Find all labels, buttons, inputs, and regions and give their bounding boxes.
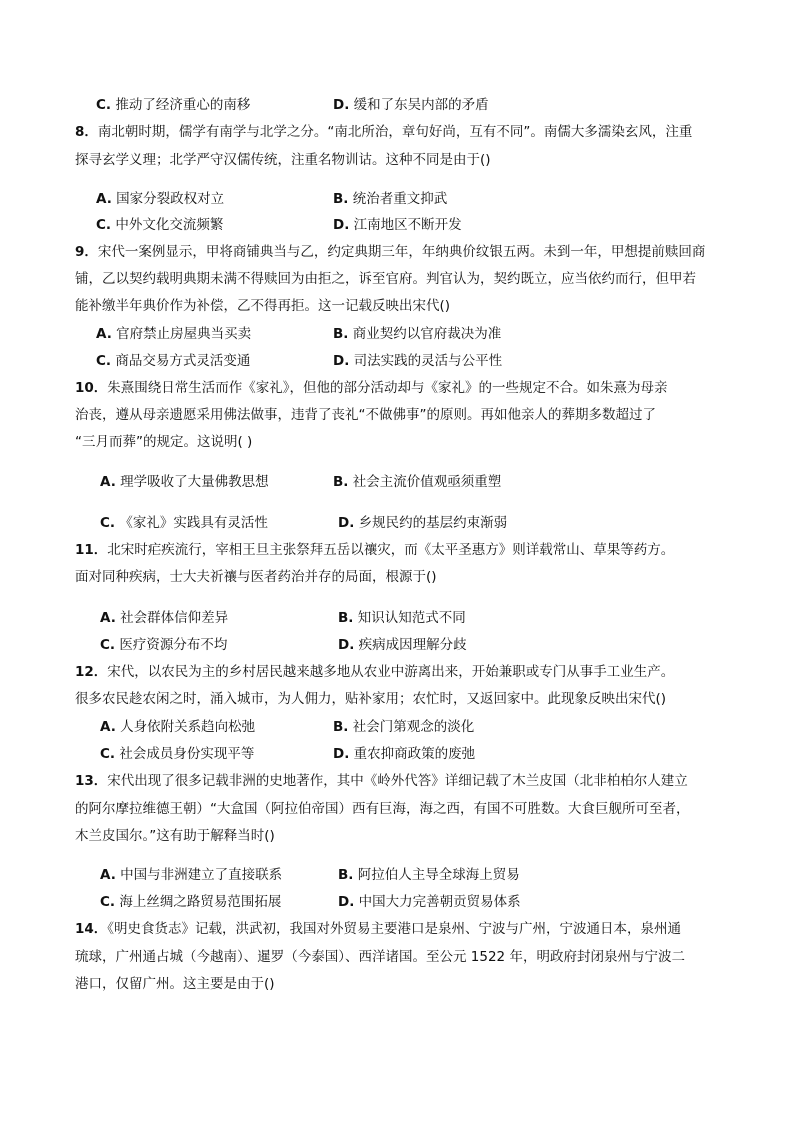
option-letter: D. [338, 637, 355, 653]
option-text: 医疗资源分布不均 [119, 637, 228, 653]
option-text: 推动了经济重心的南移 [115, 97, 251, 113]
question-stem-line [75, 799, 723, 819]
option-c [96, 351, 250, 371]
stem-text: “三月而葬”的规定。这说明( ) [75, 434, 253, 450]
stem-text: 宋代一案例显示，甲将商铺典当与乙，约定典期三年，年纳典价纹银五两。未到一年，甲想提前赎回商 [97, 244, 706, 260]
question-stem-line [75, 242, 723, 262]
option-letter: D. [338, 515, 355, 531]
question-stem-line [75, 296, 723, 316]
option-letter: B. [338, 610, 354, 626]
stem-text: 港口，仅留广州。这主要是由于() [75, 976, 275, 992]
option-letter: C. [100, 746, 116, 762]
question-number: 12． [75, 664, 108, 680]
question-number: 9． [75, 244, 98, 260]
option-text: 重农抑商政策的废弛 [353, 746, 476, 762]
option-text: 缓和了东吴内部的矛盾 [353, 97, 489, 113]
option-c [100, 744, 254, 764]
option-letter: A. [100, 610, 116, 626]
option-letter: C. [100, 894, 116, 910]
stem-text: 木兰皮国尔。”这有助于解释当时() [75, 828, 275, 844]
option-a [100, 472, 269, 492]
option-d [333, 351, 502, 371]
question-number: 14． [75, 921, 108, 937]
stem-text: 面对同种疾病，士大夫祈禳与医者药治并存的局面，根源于() [75, 569, 437, 585]
option-text: 司法实践的灵活与公平性 [353, 353, 503, 369]
question-stem-line [75, 947, 723, 967]
option-c [96, 95, 250, 115]
stem-text: 朱熹围绕日常生活而作《家礼》，但他的部分活动却与《家礼》的一些规定不合。如朱熹为母亲 [107, 380, 668, 396]
option-a [100, 608, 228, 628]
question-stem-line [75, 122, 723, 142]
option-letter: D. [333, 353, 350, 369]
stem-text: 琉球，广州通占城（今越南）、暹罗（今泰国）、西洋诸国。至公元 1522 年，明政府封闭泉州与宁波二 [75, 949, 685, 965]
option-text: 中外文化交流频繁 [115, 217, 224, 233]
stem-text: 探寻玄学义理；北学严守汉儒传统，注重名物训诂。这种不同是由于() [75, 152, 491, 168]
option-c [96, 215, 223, 235]
option-text: 阿拉伯人主导全球海上贸易 [357, 867, 520, 883]
option-text: 商业契约以官府裁决为准 [352, 326, 502, 342]
option-text: 社会主流价值观亟须重塑 [352, 474, 502, 490]
option-text: 国家分裂政权对立 [116, 191, 225, 207]
stem-text: 北宋时疟疾流行，宰相王旦主张祭拜五岳以禳灾，而《太平圣惠方》则详载常山、草果等药方。 [107, 542, 675, 558]
option-letter: D. [333, 746, 350, 762]
option-letter: D. [338, 894, 355, 910]
option-a [100, 865, 282, 885]
option-text: 官府禁止房屋典当买卖 [116, 326, 252, 342]
option-c [100, 635, 227, 655]
option-letter: B. [338, 867, 354, 883]
question-stem-line [75, 567, 723, 587]
question-stem-line [75, 662, 723, 682]
option-letter: A. [96, 326, 112, 342]
option-b [333, 717, 474, 737]
question-stem-line [75, 269, 723, 289]
option-d [338, 892, 521, 912]
option-b [333, 472, 501, 492]
question-stem-line [75, 405, 723, 425]
option-text: 乡规民约的基层约束渐弱 [358, 515, 508, 531]
option-text: 社会群体信仰差异 [120, 610, 229, 626]
option-letter: B. [333, 191, 349, 207]
question-stem-line [75, 378, 723, 398]
option-text: 统治者重文抑武 [352, 191, 448, 207]
option-text: 江南地区不断开发 [353, 217, 462, 233]
option-b [338, 608, 466, 628]
option-d [333, 95, 489, 115]
question-stem-line [75, 974, 723, 994]
question-stem-line [75, 150, 723, 170]
option-text: 商品交易方式灵活变通 [115, 353, 251, 369]
question-stem-line [75, 919, 723, 939]
option-d [338, 513, 507, 533]
stem-text: 能补缴半年典价作为补偿，乙不得再拒。这一记载反映出宋代() [75, 298, 451, 314]
question-stem-line [75, 540, 723, 560]
option-text: 疾病成因理解分歧 [358, 637, 467, 653]
option-letter: A. [96, 191, 112, 207]
question-number: 8． [75, 124, 98, 140]
option-a [96, 189, 224, 209]
option-letter: A. [100, 474, 116, 490]
option-letter: C. [96, 353, 112, 369]
question-number: 11． [75, 542, 108, 558]
stem-text: 很多农民趁农闲之时，涌入城市，为人佣力，贴补家用；农忙时，又返回家中。此现象反映出宋代() [75, 691, 667, 707]
option-b [338, 865, 520, 885]
stem-text: 宋代，以农民为主的乡村居民越来越多地从农业中游离出来，开始兼职或专门从事手工业生产。 [107, 664, 675, 680]
question-number: 10． [75, 380, 108, 396]
stem-text: 宋代出现了很多记载非洲的史地著作，其中《岭外代答》详细记载了木兰皮国（北非柏柏尔人建立 [107, 773, 688, 789]
option-letter: A. [100, 719, 116, 735]
option-letter: D. [333, 217, 350, 233]
option-text: 人身依附关系趋向松弛 [120, 719, 256, 735]
option-letter: B. [333, 326, 349, 342]
option-letter: C. [96, 217, 112, 233]
option-text: 社会门第观念的淡化 [352, 719, 475, 735]
option-d [338, 635, 467, 655]
stem-text: 的阿尔摩拉维德王朝）“大盒国（阿拉伯帝国）西有巨海，海之西，有国不可胜数。大食巨舰所可至者， [75, 801, 690, 817]
question-number: 13． [75, 773, 108, 789]
question-stem-line [75, 826, 723, 846]
stem-text: 治丧，遵从母亲遗愿采用佛法做事，违背了丧礼“不做佛事”的原则。再如他亲人的葬期多数超过了 [75, 407, 656, 423]
option-c [100, 513, 268, 533]
stem-text: 《明史食货志》记载，洪武初，我国对外贸易主要港口是泉州、宁波与广州，宁波通日本，泉州通 [107, 921, 682, 937]
option-letter: A. [100, 867, 116, 883]
stem-text: 南北朝时期，儒学有南学与北学之分。“南北所治，章句好尚，互有不同”。南儒大多濡染玄风，注重 [97, 124, 693, 140]
option-text: 理学吸收了大量佛教思想 [120, 474, 269, 490]
option-a [96, 324, 251, 344]
option-text: 中国与非洲建立了直接联系 [120, 867, 283, 883]
question-stem-line [75, 689, 723, 709]
option-letter: C. [100, 637, 116, 653]
option-text: 《家礼》实践具有灵活性 [119, 515, 268, 531]
option-letter: B. [333, 719, 349, 735]
option-d [333, 744, 475, 764]
stem-text: 铺，乙以契约载明典期未满不得赎回为由拒之，诉至官府。判官认为，契约既立，应当依约而行，但甲若 [75, 271, 696, 287]
question-stem-line [75, 771, 723, 791]
option-text: 知识认知范式不同 [357, 610, 466, 626]
option-letter: D. [333, 97, 350, 113]
option-text: 中国大力完善朝贡贸易体系 [358, 894, 521, 910]
option-a [100, 717, 255, 737]
question-stem-line [75, 432, 723, 452]
option-letter: B. [333, 474, 349, 490]
option-b [333, 189, 447, 209]
option-text: 社会成员身份实现平等 [119, 746, 255, 762]
option-text: 海上丝绸之路贸易范围拓展 [119, 894, 282, 910]
option-c [100, 892, 281, 912]
option-letter: C. [96, 97, 112, 113]
option-letter: C. [100, 515, 116, 531]
option-d [333, 215, 462, 235]
option-b [333, 324, 501, 344]
